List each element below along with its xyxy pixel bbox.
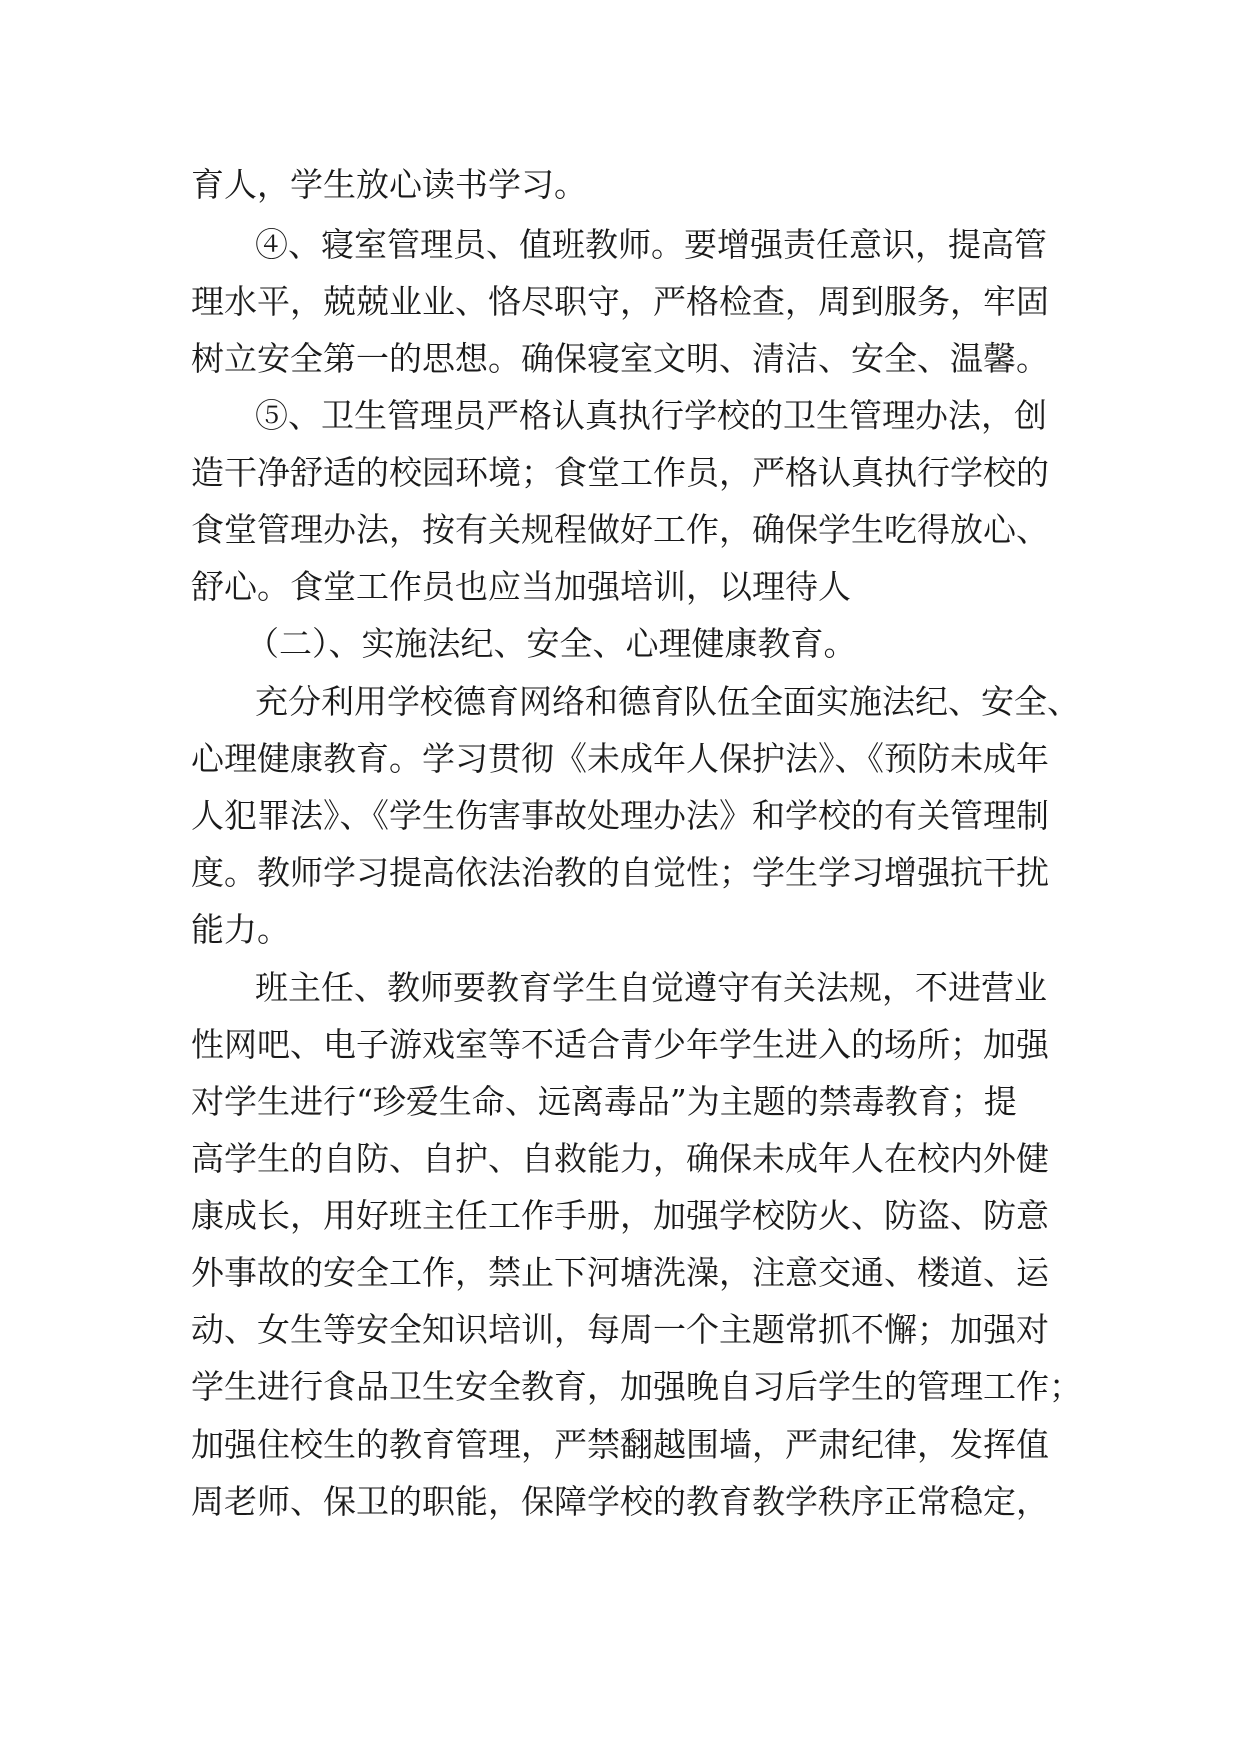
text-line: 学生进行食品卫生安全教育，加强晚自习后学生的管理工作； bbox=[191, 1367, 1082, 1406]
text-line: ⑤、卫生管理员严格认真执行学校的卫生管理办法，创 bbox=[255, 396, 1047, 435]
text-line: 动、女生等安全知识培训，每周一个主题常抓不懈；加强对 bbox=[191, 1310, 1049, 1349]
text-line: 度。教师学习提高依法治教的自觉性；学生学习增强抗干扰 bbox=[191, 853, 1049, 892]
text-line: 康成长，用好班主任工作手册，加强学校防火、防盗、防意 bbox=[191, 1196, 1049, 1235]
text-line: 班主任、教师要教育学生自觉遵守有关法规，不进营业 bbox=[255, 968, 1047, 1007]
text-line: 理水平，兢兢业业、恪尽职守，严格检查，周到服务，牢固 bbox=[191, 282, 1049, 321]
text-line: 造干净舒适的校园环境；食堂工作员，严格认真执行学校的 bbox=[191, 453, 1049, 492]
text-line: 人犯罪法》、《学生伤害事故处理办法》和学校的有关管理制 bbox=[191, 796, 1049, 835]
text-line: 外事故的安全工作，禁止下河塘洗澡，注意交通、楼道、运 bbox=[191, 1253, 1049, 1292]
text-line: 充分利用学校德育网络和德育队伍全面实施法纪、安全、 bbox=[255, 682, 1080, 721]
text-line: 育人，学生放心读书学习。 bbox=[191, 165, 587, 204]
text-line: ④、寝室管理员、值班教师。要增强责任意识，提高管 bbox=[255, 225, 1047, 264]
text-line: 能力。 bbox=[191, 910, 290, 949]
text-line: 舒心。食堂工作员也应当加强培训，以理待人 bbox=[191, 567, 851, 606]
text-line: 食堂管理办法，按有关规程做好工作，确保学生吃得放心、 bbox=[191, 510, 1049, 549]
text-line: 树立安全第一的思想。确保寝室文明、清洁、安全、温馨。 bbox=[191, 339, 1049, 378]
text-line: 高学生的自防、自护、自救能力，确保未成年人在校内外健 bbox=[191, 1139, 1049, 1178]
text-line: 周老师、保卫的职能，保障学校的教育教学秩序正常稳定， bbox=[191, 1482, 1049, 1521]
text-line: 对学生进行“珍爱生命、远离毒品”为主题的禁毒教育；提 bbox=[191, 1082, 1017, 1121]
text-line: 心理健康教育。学习贯彻《未成年人保护法》、《预防未成年 bbox=[191, 739, 1049, 778]
section-heading: （二）、实施法纪、安全、心理健康教育。 bbox=[246, 624, 857, 663]
text-line: 加强住校生的教育管理，严禁翻越围墙，严肃纪律，发挥值 bbox=[191, 1425, 1049, 1464]
text-line: 性网吧、电子游戏室等不适合青少年学生进入的场所；加强 bbox=[191, 1025, 1049, 1064]
